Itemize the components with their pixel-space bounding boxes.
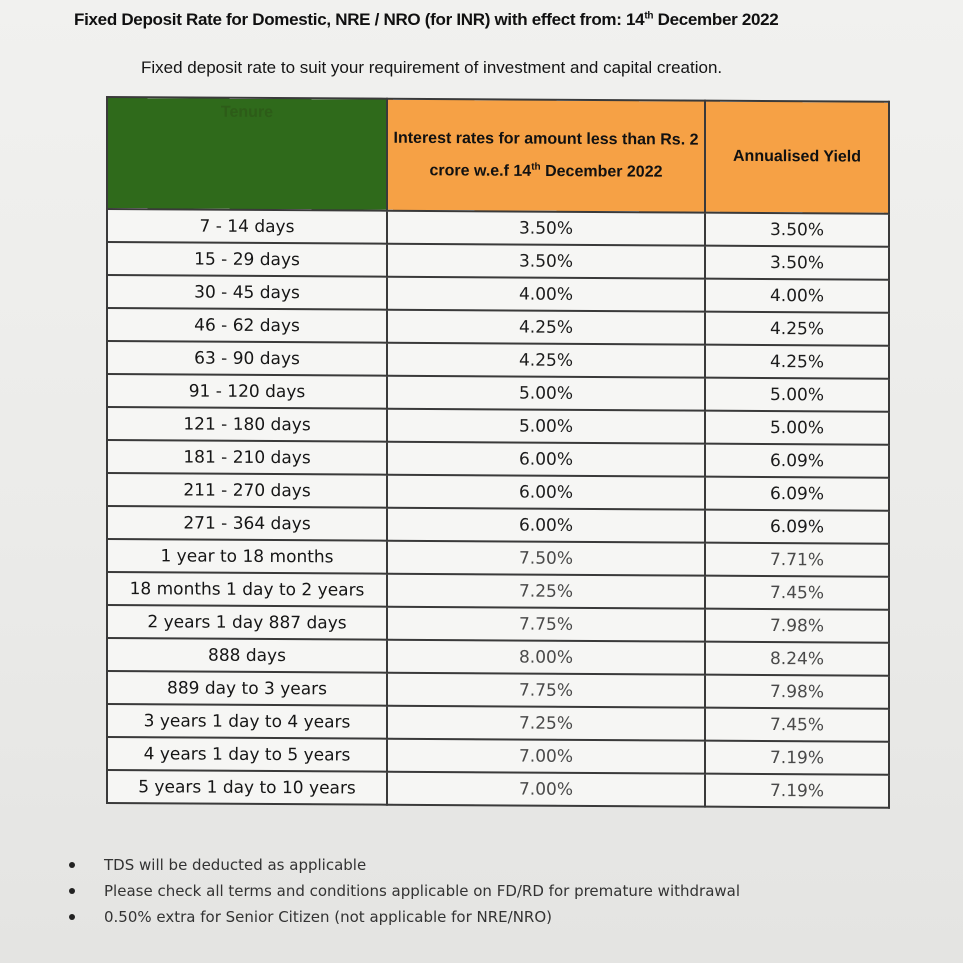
tenure-cell: 46 - 62 days xyxy=(107,308,387,343)
interest-rate-cell: 7.75% xyxy=(387,673,705,708)
annualised-yield-cell: 7.45% xyxy=(705,576,889,610)
bullet-icon xyxy=(69,914,75,920)
table-row xyxy=(107,341,889,379)
table-row xyxy=(107,770,889,808)
table-row xyxy=(107,704,889,742)
annualised-yield-cell: 7.19% xyxy=(705,741,889,775)
table-row xyxy=(107,572,889,610)
table-row xyxy=(107,209,889,247)
interest-rate-cell: 5.00% xyxy=(387,376,705,411)
note-item xyxy=(66,852,886,878)
page-title xyxy=(74,10,778,30)
interest-rate-cell: 6.00% xyxy=(387,475,705,510)
table-row xyxy=(107,308,889,346)
table-row xyxy=(107,275,889,313)
table-row xyxy=(107,440,889,478)
annualised-yield-cell: 6.09% xyxy=(705,510,889,544)
annualised-yield-cell: 6.09% xyxy=(705,444,889,478)
interest-rate-cell: 4.00% xyxy=(387,277,705,312)
annualised-yield-cell: 7.98% xyxy=(705,609,889,643)
note-text: 0.50% extra for Senior Citizen (not applicable for NRE/NRO) xyxy=(104,908,553,926)
table-row xyxy=(107,242,889,280)
annualised-yield-cell: 7.98% xyxy=(705,675,889,709)
bullet-icon xyxy=(69,862,75,868)
tenure-cell: 1 year to 18 months xyxy=(107,539,387,574)
annualised-yield-cell: 7.19% xyxy=(705,774,889,808)
notes-list xyxy=(66,852,886,930)
interest-rate-cell: 7.50% xyxy=(387,541,705,576)
note-text: TDS will be deducted as applicable xyxy=(104,856,367,874)
annualised-yield-cell: 6.09% xyxy=(705,477,889,511)
tenure-cell: 181 - 210 days xyxy=(107,440,387,475)
annualised-yield-cell: 5.00% xyxy=(705,411,889,445)
tenure-cell: 63 - 90 days xyxy=(107,341,387,376)
tenure-cell: 5 years 1 day to 10 years xyxy=(107,770,387,805)
bullet-icon xyxy=(69,888,75,894)
fd-rates-table xyxy=(106,96,890,809)
header-tenure: Tenure xyxy=(107,97,387,211)
interest-rate-cell: 6.00% xyxy=(387,442,705,477)
annualised-yield-cell: 4.25% xyxy=(705,312,889,346)
interest-rate-cell: 3.50% xyxy=(387,244,705,279)
table-row xyxy=(107,374,889,412)
tenure-cell: 888 days xyxy=(107,638,387,673)
annualised-yield-cell: 3.50% xyxy=(705,246,889,280)
tenure-cell: 18 months 1 day to 2 years xyxy=(107,572,387,607)
note-item xyxy=(66,904,886,930)
header-interest-rate xyxy=(387,99,705,213)
table-row xyxy=(107,737,889,775)
header-interest-rate-superscript: th xyxy=(531,161,541,173)
interest-rate-cell: 7.25% xyxy=(387,574,705,609)
page-title-date-suffix: December 2022 xyxy=(653,10,779,29)
tenure-cell: 889 day to 3 years xyxy=(107,671,387,706)
annualised-yield-cell: 7.45% xyxy=(705,708,889,742)
page-title-text: Fixed Deposit Rate for Domestic, NRE / NRO (for INR) with effect from: 14 xyxy=(74,10,645,29)
header-interest-rate-text: Interest rates for amount less than Rs. 2 crore w.e.f 14 xyxy=(393,129,699,180)
interest-rate-cell: 3.50% xyxy=(387,211,705,246)
tenure-cell: 211 - 270 days xyxy=(107,473,387,508)
tenure-cell: 2 years 1 day 887 days xyxy=(107,605,387,640)
table-row xyxy=(107,407,889,445)
tenure-cell: 7 - 14 days xyxy=(107,209,387,244)
tenure-cell: 15 - 29 days xyxy=(107,242,387,277)
interest-rate-cell: 8.00% xyxy=(387,640,705,675)
note-item xyxy=(66,878,886,904)
interest-rate-cell: 7.00% xyxy=(387,772,705,807)
interest-rate-cell: 7.00% xyxy=(387,739,705,774)
table-row xyxy=(107,473,889,511)
page-subtitle: Fixed deposit rate to suit your requirement of investment and capital creation. xyxy=(141,58,723,77)
interest-rate-cell: 6.00% xyxy=(387,508,705,543)
annualised-yield-cell: 4.25% xyxy=(705,345,889,379)
table-row xyxy=(107,539,889,577)
tenure-cell: 121 - 180 days xyxy=(107,407,387,442)
interest-rate-cell: 5.00% xyxy=(387,409,705,444)
table-row xyxy=(107,605,889,643)
annualised-yield-cell: 7.71% xyxy=(705,543,889,577)
tenure-cell: 3 years 1 day to 4 years xyxy=(107,704,387,739)
table-row xyxy=(107,506,889,544)
annualised-yield-cell: 8.24% xyxy=(705,642,889,676)
tenure-cell: 271 - 364 days xyxy=(107,506,387,541)
header-interest-rate-suffix: December 2022 xyxy=(540,162,663,181)
note-text: Please check all terms and conditions applicable on FD/RD for premature withdrawal xyxy=(104,882,741,900)
header-annualised-yield: Annualised Yield xyxy=(705,101,889,214)
table-row xyxy=(107,671,889,709)
annualised-yield-cell: 3.50% xyxy=(705,213,889,247)
annualised-yield-cell: 5.00% xyxy=(705,378,889,412)
interest-rate-cell: 7.75% xyxy=(387,607,705,642)
tenure-cell: 91 - 120 days xyxy=(107,374,387,409)
table-header-row xyxy=(107,97,889,214)
tenure-cell: 4 years 1 day to 5 years xyxy=(107,737,387,772)
interest-rate-cell: 7.25% xyxy=(387,706,705,741)
table-row xyxy=(107,638,889,676)
page-title-superscript: th xyxy=(644,10,654,22)
interest-rate-cell: 4.25% xyxy=(387,343,705,378)
tenure-cell: 30 - 45 days xyxy=(107,275,387,310)
interest-rate-cell: 4.25% xyxy=(387,310,705,345)
annualised-yield-cell: 4.00% xyxy=(705,279,889,313)
